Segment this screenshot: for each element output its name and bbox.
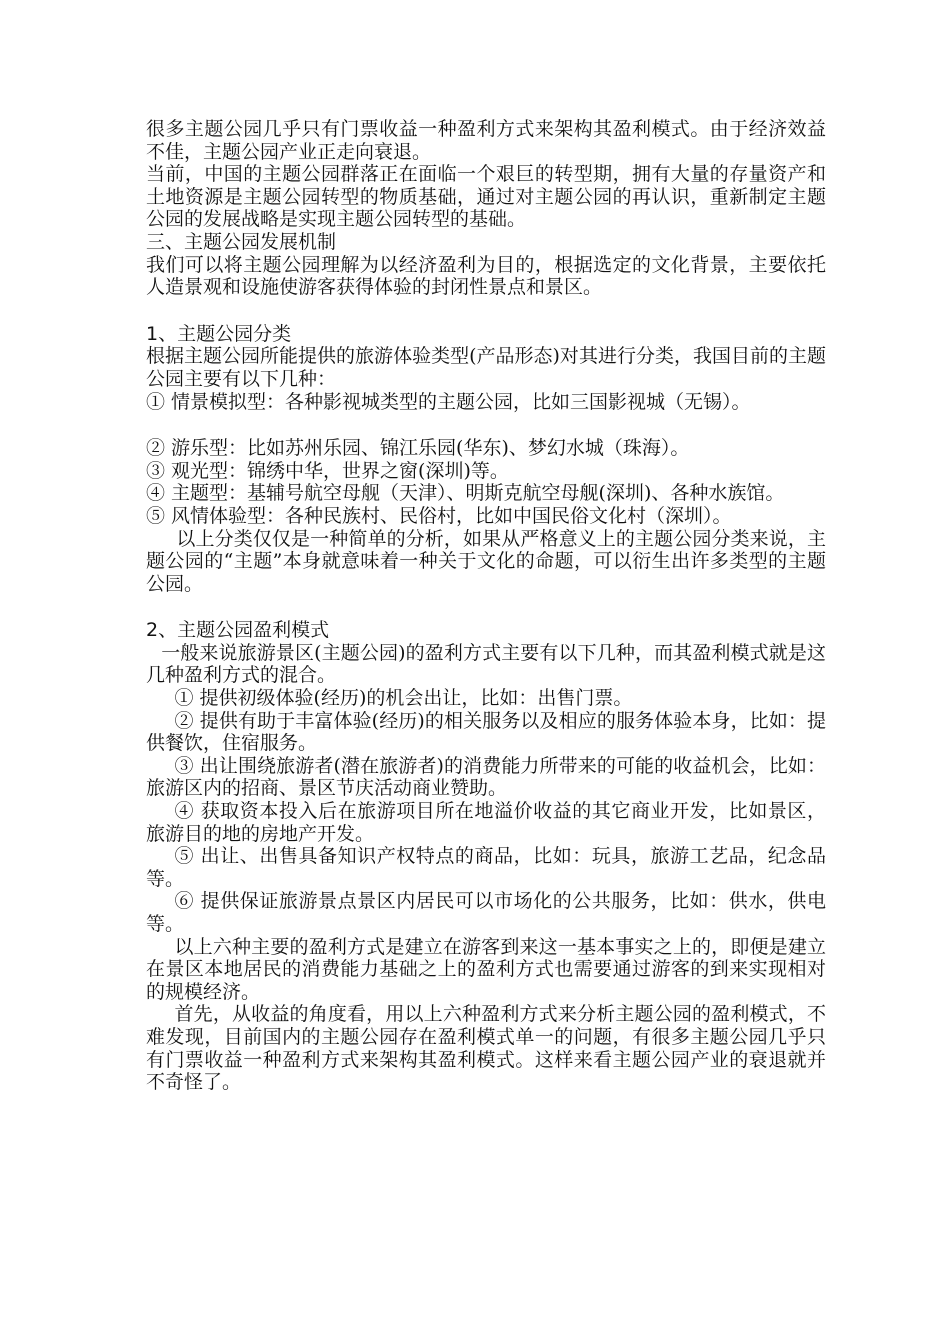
profit-intro: 一般来说旅游景区(主题公园)的盈利方式主要有以下几种，而其盈利模式就是这几种盈利方式的混合。 [146,641,826,687]
classification-item-4: ④ 主题型：基辅号航空母舰（天津）、明斯克航空母舰(深圳)、各种水族馆。 [146,482,785,505]
spacer [146,413,826,437]
profit-summary: 以上六种主要的盈利方式是建立在游客到来这一基本事实之上的，即便是建立在景区本地居民的消费能力基础之上的盈利方式也需要通过游客的到来实现相对的规模经济。 [146,935,826,1003]
section-heading-profit-model: 2、主题公园盈利模式 [146,619,330,642]
classification-summary: 以上分类仅仅是一种简单的分析，如果从严格意义上的主题公园分类来说，主题公园的“主题”本身就意味着一种关于文化的命题，可以衍生出许多类型的主题公园。 [146,527,826,595]
classification-item-2: ② 游乐型：比如苏州乐园、锦江乐园(华东)、梦幻水城（珠海）。 [146,437,690,460]
profit-item-1: ① 提供初级体验(经历)的机会出让，比如：出售门票。 [174,687,633,710]
profit-item-2: ② 提供有助于丰富体验(经历)的相关服务以及相应的服务体验本身，比如：提供餐饮，住宿服务。 [146,709,826,755]
classification-item-1: ① 情景模拟型：各种影视城类型的主题公园，比如三国影视城（无锡）。 [146,390,751,413]
spacer [146,595,826,619]
profit-item-3: ③ 出让围绕旅游者(潜在旅游者)的消费能力所带来的可能的收益机会，比如：旅游区内的招商、景区节庆活动商业赞助。 [146,754,826,800]
paragraph-definition: 我们可以将主题公园理解为以经济盈利为目的，根据选定的文化背景，主要依托人造景观和设施使游客获得体验的封闭性景点和景区。 [146,253,826,299]
classification-item-3: ③ 观光型：锦绣中华，世界之窗(深圳)等。 [146,459,509,482]
classification-item-5: ⑤ 风情体验型：各种民族村、民俗村，比如中国民俗文化村（深圳）。 [146,504,732,527]
profit-conclusion: 首先，从收益的角度看，用以上六种盈利方式来分析主题公园的盈利模式，不难发现，目前国内的主题公园存在盈利模式单一的问题，有很多主题公园几乎只有门票收益一种盈利方式来架构其盈利模式。这样来看主题公园产业的衰退就并不奇怪了。 [146,1003,826,1094]
profit-item-4: ④ 获取资本投入后在旅游项目所在地溢价收益的其它商业开发，比如景区，旅游目的地的房地产开发。 [146,800,826,845]
profit-item-6: ⑥ 提供保证旅游景点景区内居民可以市场化的公共服务，比如：供水，供电等。 [146,890,826,935]
section-heading-three: 三、主题公园发展机制 [146,230,337,253]
paragraph-transition-period: 当前，中国的主题公园群落正在面临一个艰巨的转型期，拥有大量的存量资产和土地资源是主题公园转型的物质基础，通过对主题公园的再认识，重新制定主题公园的发展战略是实现主题公园转型的基础。 [146,163,826,231]
document-page [146,118,826,1094]
paragraph-intro-continuation: 很多主题公园几乎只有门票收益一种盈利方式来架构其盈利模式。由于经济效益不佳，主题公园产业正走向衰退。 [146,118,826,163]
profit-item-5: ⑤ 出让、出售具备知识产权特点的商品，比如：玩具，旅游工艺品，纪念品等。 [146,845,826,890]
spacer [146,299,826,323]
section-heading-classification: 1、主题公园分类 [146,322,292,345]
classification-intro: 根据主题公园所能提供的旅游体验类型(产品形态)对其进行分类，我国目前的主题公园主要有以下几种： [146,345,826,390]
